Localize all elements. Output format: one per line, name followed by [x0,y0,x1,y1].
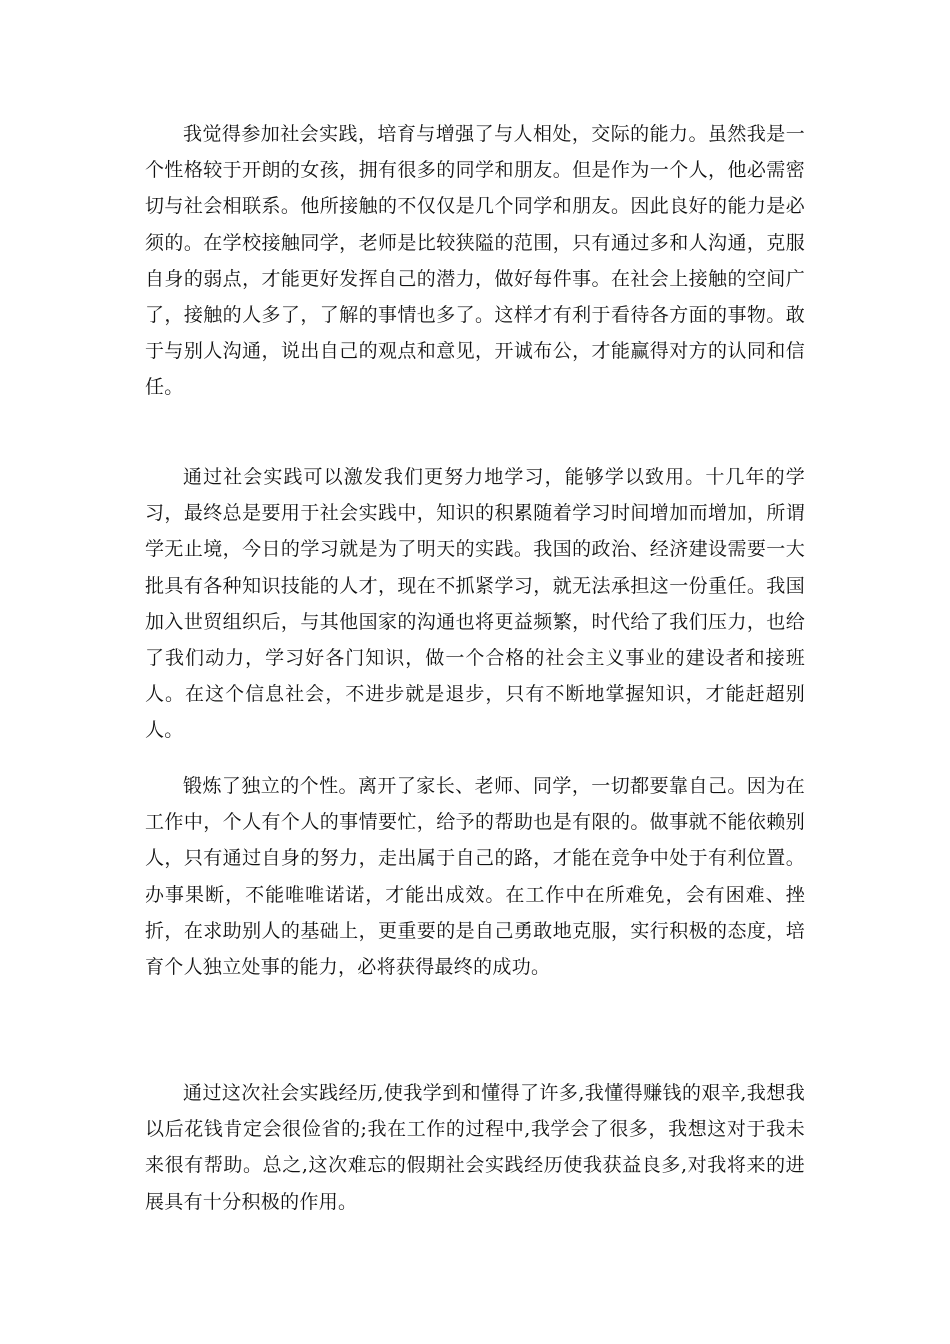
paragraph-motivation-to-learn: 通过社会实践可以激发我们更努力地学习，能够学以致用。十几年的学习，最终总是要用于社会实践中，知识的积累随着学习时间增加而增加，所谓学无止境，今日的学习就是为了明天的实践。我国的政治、经济建设需要一大批具有各种知识技能的人才，现在不抓紧学习，就无法承担这一份重任。我国加入世贸组织后，与其他国家的沟通也将更益频繁，时代给了我们压力，也给了我们动力，学习好各门知识，做一个合格的社会主义事业的建设者和接班人。在这个信息社会，不进步就是退步，只有不断地掌握知识，才能赶超别人。 [145,466,805,742]
paragraph-conclusion: 通过这次社会实践经历,使我学到和懂得了许多,我懂得赚钱的艰辛,我想我以后花钱肯定会很俭省的;我在工作的过程中,我学会了很多，我想这对于我未来很有帮助。总之,这次难忘的假期社会实践经历使我获益良多,对我将来的进展具有十分积极的作用。 [145,1082,805,1213]
paragraph-independence: 锻炼了独立的个性。离开了家长、老师、同学，一切都要靠自己。因为在工作中，个人有个人的事情要忙，给予的帮助也是有限的。做事就不能依赖别人，只有通过自身的努力，走出属于自己的路，才能在竞争中处于有利位置。办事果断，不能唯唯诺诺，才能出成效。在工作中在所难免，会有困难、挫折，在求助别人的基础上，更重要的是自己勇敢地克服，实行积极的态度，培育个人独立处事的能力，必将获得最终的成功。 [145,775,805,979]
paragraph-social-skills: 我觉得参加社会实践，培育与增强了与人相处，交际的能力。虽然我是一个性格较于开朗的女孩，拥有很多的同学和朋友。但是作为一个人，他必需密切与社会相联系。他所接触的不仅仅是几个同学和朋友。因此良好的能力是必须的。在学校接触同学，老师是比较狭隘的范围，只有通过多和人沟通，克服自身的弱点，才能更好发挥自己的潜力，做好每件事。在社会上接触的空间广了，接触的人多了，了解的事情也多了。这样才有利于看待各方面的事物。敢于与别人沟通，说出自己的观点和意见，开诚布公，才能赢得对方的认同和信任。 [145,123,805,399]
